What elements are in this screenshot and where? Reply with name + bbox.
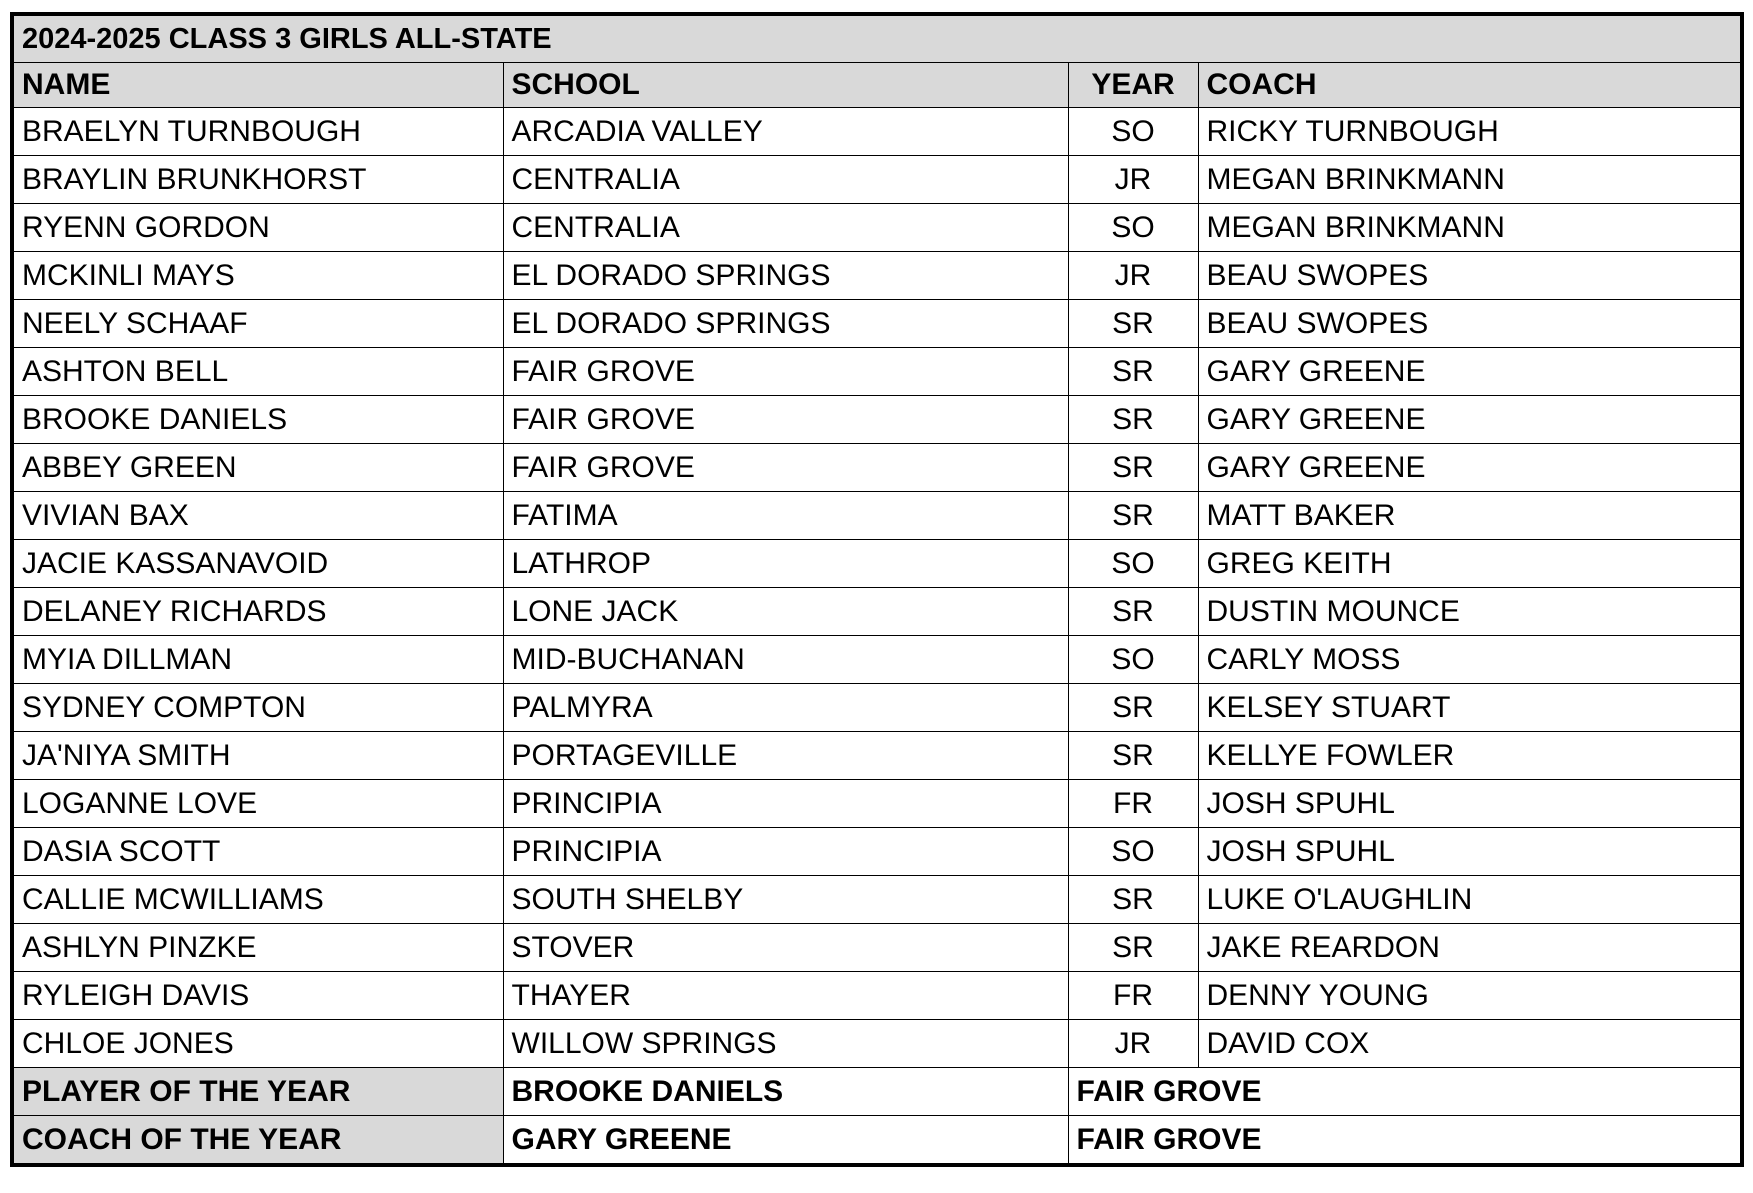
award-row [12, 1116, 1742, 1166]
player-name-cell: BRAYLIN BRUNKHORST [12, 156, 503, 204]
year-cell: SO [1068, 636, 1198, 684]
school-cell: EL DORADO SPRINGS [503, 300, 1068, 348]
year-cell: SR [1068, 588, 1198, 636]
player-name-cell: LOGANNE LOVE [12, 780, 503, 828]
coach-cell: DENNY YOUNG [1198, 972, 1742, 1020]
player-name-cell: JACIE KASSANAVOID [12, 540, 503, 588]
coach-cell: RICKY TURNBOUGH [1198, 108, 1742, 156]
award-label: PLAYER OF THE YEAR [12, 1068, 503, 1116]
coach-cell: BEAU SWOPES [1198, 252, 1742, 300]
year-cell: SR [1068, 396, 1198, 444]
coach-cell: CARLY MOSS [1198, 636, 1742, 684]
coach-cell: MATT BAKER [1198, 492, 1742, 540]
table-row [12, 828, 1742, 876]
school-cell: FAIR GROVE [503, 348, 1068, 396]
player-name-cell: JA'NIYA SMITH [12, 732, 503, 780]
coach-cell: KELLYE FOWLER [1198, 732, 1742, 780]
year-cell: SO [1068, 828, 1198, 876]
table-row [12, 1020, 1742, 1068]
year-cell: SR [1068, 876, 1198, 924]
column-header-school: SCHOOL [503, 63, 1068, 108]
school-cell: SOUTH SHELBY [503, 876, 1068, 924]
year-cell: SO [1068, 540, 1198, 588]
coach-cell: JOSH SPUHL [1198, 780, 1742, 828]
table-row [12, 108, 1742, 156]
player-name-cell: DELANEY RICHARDS [12, 588, 503, 636]
coach-cell: BEAU SWOPES [1198, 300, 1742, 348]
table-title: 2024-2025 CLASS 3 GIRLS ALL-STATE [12, 14, 1742, 63]
year-cell: SR [1068, 924, 1198, 972]
player-name-cell: CALLIE MCWILLIAMS [12, 876, 503, 924]
school-cell: PALMYRA [503, 684, 1068, 732]
year-cell: SO [1068, 108, 1198, 156]
coach-cell: KELSEY STUART [1198, 684, 1742, 732]
coach-cell: MEGAN BRINKMANN [1198, 204, 1742, 252]
player-name-cell: CHLOE JONES [12, 1020, 503, 1068]
year-cell: SO [1068, 204, 1198, 252]
school-cell: FAIR GROVE [503, 396, 1068, 444]
table-row [12, 924, 1742, 972]
year-cell: SR [1068, 732, 1198, 780]
year-cell: SR [1068, 300, 1198, 348]
coach-cell: GARY GREENE [1198, 348, 1742, 396]
column-header-name: NAME [12, 63, 503, 108]
coach-cell: LUKE O'LAUGHLIN [1198, 876, 1742, 924]
table-row [12, 348, 1742, 396]
table-row [12, 204, 1742, 252]
player-name-cell: RYLEIGH DAVIS [12, 972, 503, 1020]
table-row [12, 444, 1742, 492]
year-cell: SR [1068, 684, 1198, 732]
school-cell: FATIMA [503, 492, 1068, 540]
player-name-cell: BROOKE DANIELS [12, 396, 503, 444]
player-name-cell: MYIA DILLMAN [12, 636, 503, 684]
column-header-year: YEAR [1068, 63, 1198, 108]
table-row [12, 876, 1742, 924]
award-winner-name: BROOKE DANIELS [503, 1068, 1068, 1116]
coach-cell: GARY GREENE [1198, 396, 1742, 444]
player-name-cell: RYENN GORDON [12, 204, 503, 252]
award-winner-school: FAIR GROVE [1068, 1116, 1742, 1166]
school-cell: THAYER [503, 972, 1068, 1020]
table-row [12, 300, 1742, 348]
coach-cell: JOSH SPUHL [1198, 828, 1742, 876]
all-state-table [10, 12, 1744, 1167]
school-cell: PRINCIPIA [503, 828, 1068, 876]
player-name-cell: ABBEY GREEN [12, 444, 503, 492]
year-cell: SR [1068, 444, 1198, 492]
column-header-coach: COACH [1198, 63, 1742, 108]
coach-cell: DUSTIN MOUNCE [1198, 588, 1742, 636]
school-cell: PRINCIPIA [503, 780, 1068, 828]
player-name-cell: VIVIAN BAX [12, 492, 503, 540]
header-row [12, 63, 1742, 108]
school-cell: PORTAGEVILLE [503, 732, 1068, 780]
year-cell: SR [1068, 348, 1198, 396]
player-name-cell: MCKINLI MAYS [12, 252, 503, 300]
table-row [12, 252, 1742, 300]
school-cell: FAIR GROVE [503, 444, 1068, 492]
school-cell: EL DORADO SPRINGS [503, 252, 1068, 300]
award-row [12, 1068, 1742, 1116]
school-cell: LONE JACK [503, 588, 1068, 636]
school-cell: WILLOW SPRINGS [503, 1020, 1068, 1068]
player-name-cell: SYDNEY COMPTON [12, 684, 503, 732]
table-row [12, 588, 1742, 636]
award-winner-name: GARY GREENE [503, 1116, 1068, 1166]
table-row [12, 780, 1742, 828]
year-cell: SR [1068, 492, 1198, 540]
school-cell: LATHROP [503, 540, 1068, 588]
table-row [12, 636, 1742, 684]
year-cell: JR [1068, 1020, 1198, 1068]
coach-cell: JAKE REARDON [1198, 924, 1742, 972]
award-winner-school: FAIR GROVE [1068, 1068, 1742, 1116]
table-row [12, 972, 1742, 1020]
award-label: COACH OF THE YEAR [12, 1116, 503, 1166]
coach-cell: GARY GREENE [1198, 444, 1742, 492]
table-row [12, 540, 1742, 588]
table-row [12, 396, 1742, 444]
table-row [12, 492, 1742, 540]
coach-cell: GREG KEITH [1198, 540, 1742, 588]
coach-cell: DAVID COX [1198, 1020, 1742, 1068]
table-row [12, 156, 1742, 204]
player-name-cell: ASHLYN PINZKE [12, 924, 503, 972]
school-cell: CENTRALIA [503, 156, 1068, 204]
year-cell: JR [1068, 252, 1198, 300]
player-name-cell: ASHTON BELL [12, 348, 503, 396]
player-name-cell: NEELY SCHAAF [12, 300, 503, 348]
school-cell: ARCADIA VALLEY [503, 108, 1068, 156]
table-row [12, 684, 1742, 732]
year-cell: FR [1068, 972, 1198, 1020]
table-row [12, 732, 1742, 780]
title-row [12, 14, 1742, 63]
school-cell: CENTRALIA [503, 204, 1068, 252]
year-cell: JR [1068, 156, 1198, 204]
player-name-cell: BRAELYN TURNBOUGH [12, 108, 503, 156]
school-cell: MID-BUCHANAN [503, 636, 1068, 684]
player-name-cell: DASIA SCOTT [12, 828, 503, 876]
year-cell: FR [1068, 780, 1198, 828]
school-cell: STOVER [503, 924, 1068, 972]
coach-cell: MEGAN BRINKMANN [1198, 156, 1742, 204]
